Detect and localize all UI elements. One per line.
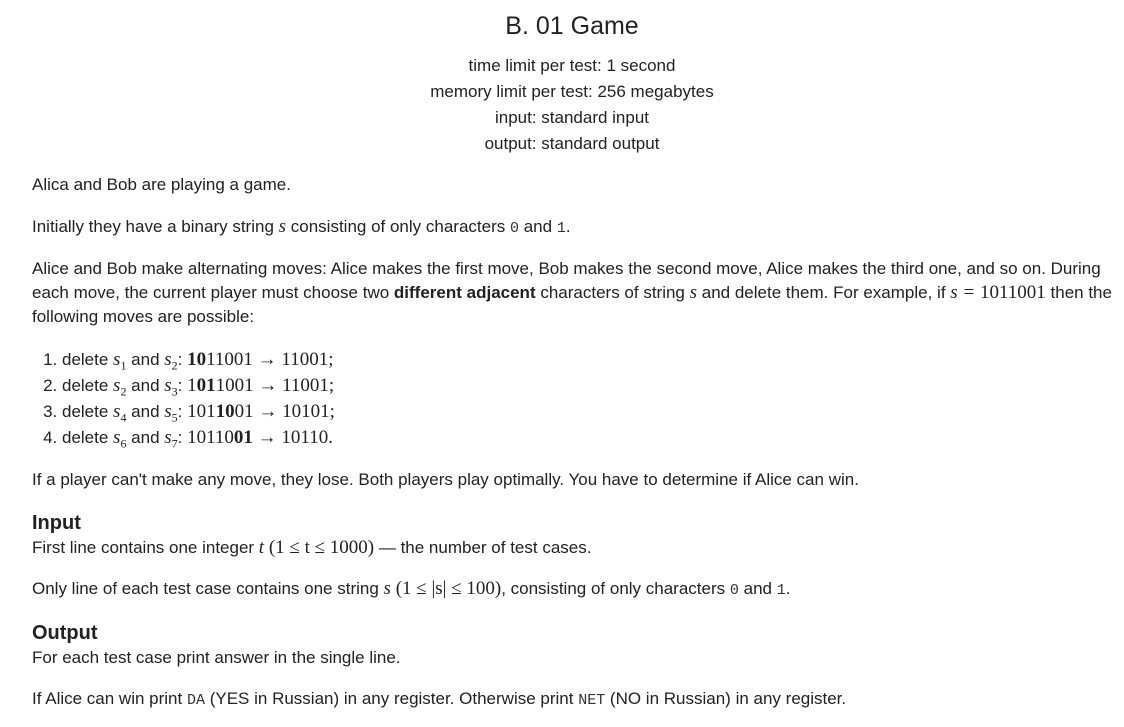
statement-paragraph-3: Alice and Bob make alternating moves: Alice makes the first move, Bob makes the second move, Alice makes the third one, and so on. During each move, the current player must choose two different adjacent characters of string s and delete them. For example, if s = 1011001 then the following moves are possible: [32, 259, 1112, 326]
moves-list [26, 347, 335, 451]
list-item: 4. delete $s_6$ and $s_7$: 1011001 → 10110. [62, 425, 335, 451]
list-item: 2. delete $s_2$ and $s_3$: 1011001 → 11001; [62, 373, 335, 399]
output-line-2: If Alice can win print DA (YES in Russian) in any register. Otherwise print NET (NO in Russian) in any register. [32, 689, 847, 709]
input-line-2: Only line of each test case contains one string s (1 ≤ |s| ≤ 100), consisting of only characters 0 and 1. [32, 578, 791, 599]
problem-limits [0, 53, 1124, 157]
output-section-title: Output [32, 622, 98, 644]
time-limit: time limit per test: 1 second [468, 56, 676, 75]
statement-paragraph-2: Initially they have a binary string s consisting of only characters 0 and 1. [32, 216, 571, 237]
statement-paragraph-1: Alica and Bob are playing a game. [32, 175, 291, 194]
input-section-title: Input [32, 512, 81, 534]
problem-title: B. 01 Game [505, 12, 639, 40]
list-item: 1. delete $s_1$ and $s_2$: 1011001 → 11001; [62, 347, 335, 373]
input-line-1: First line contains one integer t (1 ≤ t ≤ 1000) — the number of test cases. [32, 537, 592, 558]
output-spec: output: standard output [484, 134, 660, 153]
memory-limit: memory limit per test: 256 megabytes [430, 82, 714, 101]
statement-paragraph-4: If a player can't make any move, they lose. Both players play optimally. You have to determine if Alice can win. [32, 470, 859, 489]
input-spec: input: standard input [494, 108, 650, 127]
output-line-1: For each test case print answer in the single line. [32, 648, 401, 667]
list-item: 3. delete $s_4$ and $s_5$: 1011001 → 10101; [62, 399, 335, 425]
emphasis-text: different adjacent [393, 283, 536, 302]
